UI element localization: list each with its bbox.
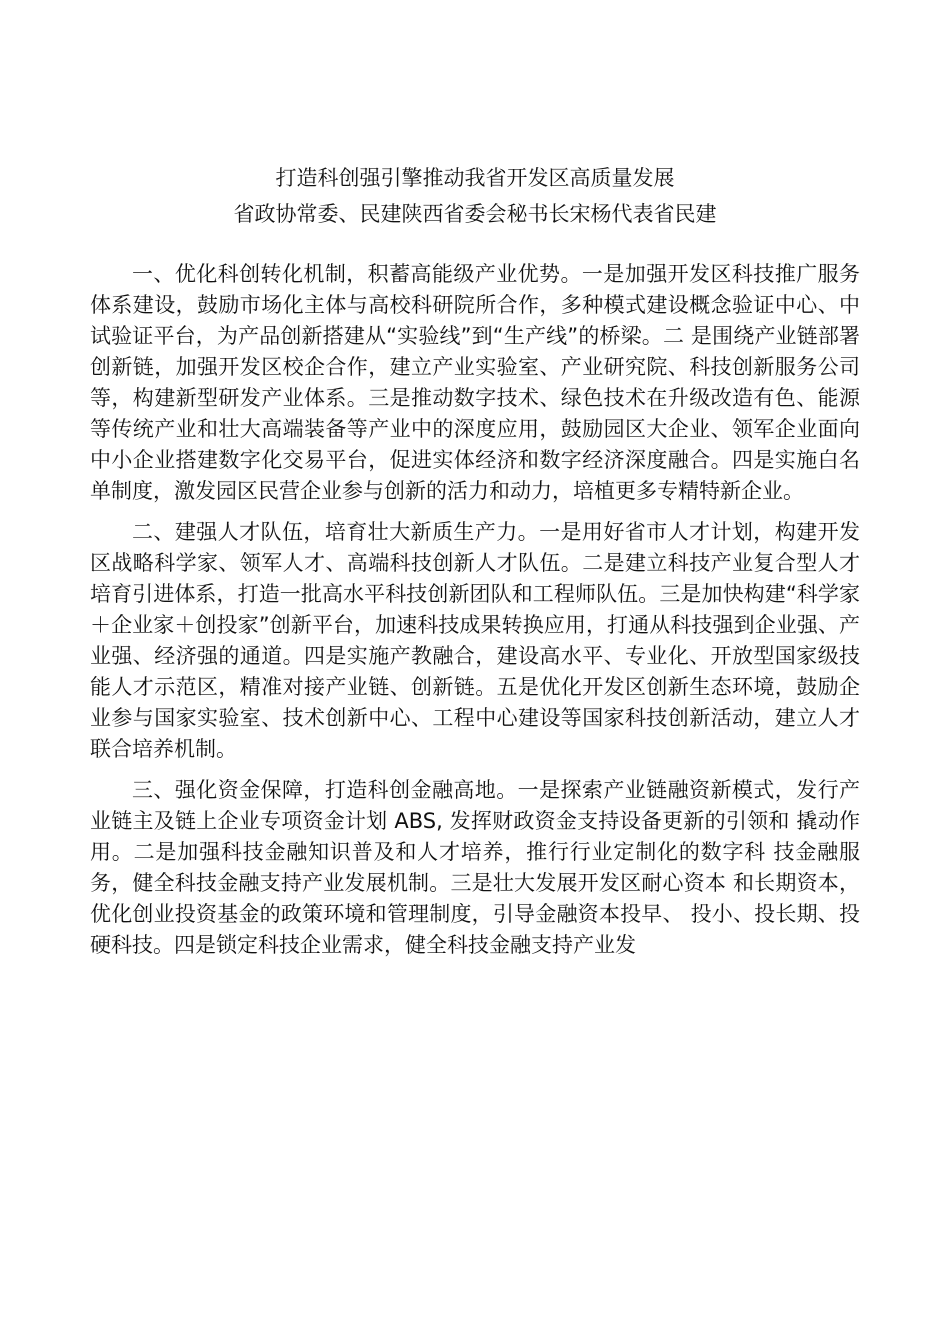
paragraph-2-heading: 二、建强人才队伍，培育壮大新质生产力。 (132, 520, 540, 544)
paragraph-1 (90, 259, 860, 507)
document-subtitle: 省政协常委、民建陕西省委会秘书长宋杨代表省民建 (233, 202, 717, 226)
document-body (90, 259, 860, 971)
paragraph-1-text: 一是加强开发区科技推广服务体系建设，鼓励市场化主体与高校科研院所合作，多种模式建设概念验证中心、中试验证平台，为产品创新搭建从“实验线”到“生产线”的桥梁。二 是围绕产业链部署创新链，加强开发区校企合作，建立产业实验室、产业研究院、科技创新服务公司等，构建新型研发产业体系。三是推动数字技术、绿色技术在升级改造有色、能源等传统产业和壮大高端装备等产业中的深度应用，鼓励园区大企业、领军企业面向中小企业搭建数字化交易平台，促进实体经济和数字经济深度融合。四是实施白名单制度，激发园区民营企业参与创新的活力和动力，培植更多专精特新企业。 (90, 262, 861, 503)
paragraph-3-heading: 三、强化资金保障，打造科创金融高地。 (132, 778, 518, 802)
title-block (0, 160, 950, 232)
paragraph-3 (90, 775, 860, 961)
paragraph-1-heading: 一、优化科创转化机制，积蓄高能级产业优势。 (132, 262, 582, 286)
paragraph-2-text: 一是用好省市人才计划，构建开发区战略科学家、领军人才、高端科技创新人才队伍。二是建立科技产业复合型人才培育引进体系，打造一批高水平科技创新团队和工程师队伍。三是加快构建“科学家＋企业家＋创投家”创新平台，加速科技成果转换应用，打通从科技强到企业强、产业强、经济强的通道。四是实施产教融合，建设高水平、专业化、开放型国家级技能人才示范区，精准对接产业链、创新链。五是优化开发区创新生态环境，鼓励企业参与国家实验室、技术创新中心、工程中心建设等国家科技创新活动，建立人才联合培养机制。 (90, 520, 861, 761)
document-title: 打造科创强引擎推动我省开发区高质量发展 (275, 166, 675, 190)
paragraph-3-text: 一是探索产业链融资新模式，发行产业链主及链上企业专项资金计划 ABS, 发挥财政资金支持设备更新的引领和 撬动作用。二是加强科技金融知识普及和人才培养，推行行业定制化的数字科 技金融服务，健全科技金融支持产业发展机制。三是壮大发展开发区耐心资本 和长期资本，优化创业投资基金的政策环境和管理制度，引导金融资本投早、 投小、投长期、投硬科技。四是锁定科技企业需求，健全科技金融支持产业发 (90, 778, 861, 957)
paragraph-2 (90, 517, 860, 765)
